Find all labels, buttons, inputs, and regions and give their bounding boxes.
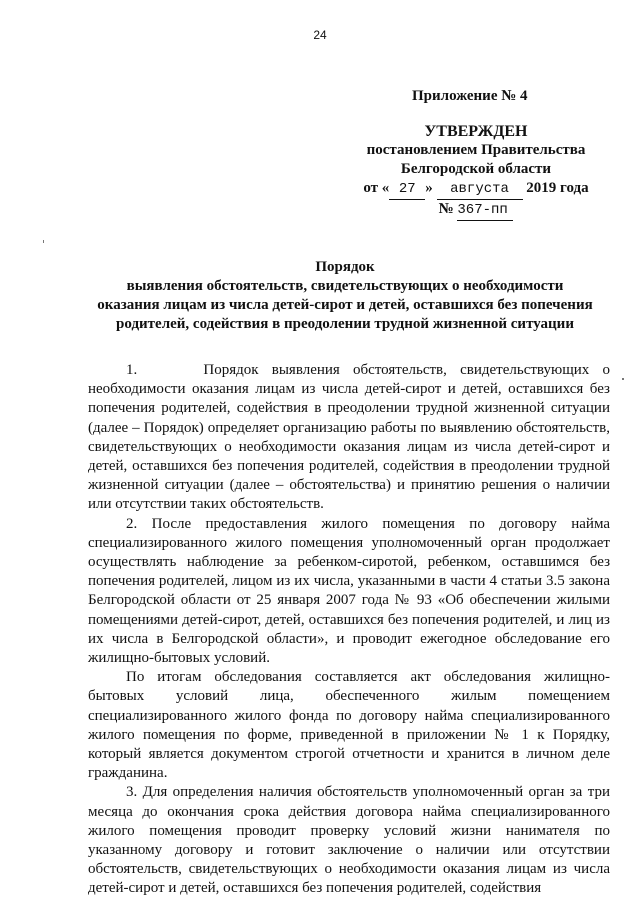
document-title [60,258,630,334]
approval-block [330,122,622,221]
date-mid: » [425,180,433,196]
approval-title: УТВЕРЖДЕН [424,123,528,140]
paragraph-4: 3. Для определения наличия обстоятельств уполномоченный орган за три месяца до окончания срока действия договора найма специализированного жилого помещения проводит проверку условий жизни нанимателя по указанному договору и готовит заключение о наличии или отсутствии обстоятельств, свидетельствующих о необходимости оказания лицам из числа детей-сирот и детей, оставшихся без попечения родителей, содействия [88,784,610,897]
document-title-line-4: родителей, содействия в преодолении трудной жизненной ситуации [116,316,574,332]
document-title-line-3: оказания лицам из числа детей-сирот и детей, оставшихся без попечения [97,297,593,313]
scan-speck [622,378,624,380]
approval-date [330,179,622,200]
date-year: 2019 года [526,180,589,196]
scan-speck [43,240,44,243]
paragraph-2: 2. После предоставления жилого помещения по договору найма специализированного жилого помещения уполномоченный орган продолжает осуществлять наблюдение за ребенком-сиротой, ребенком, оставшимся без попечения родителей, лицом из их числа, указанными в части 4 статьи 3.5 закона Белгородской области от 25 января 2007 года № 93 «Об обеспечении жилыми помещениями детей-сирот, детей, оставшихся без попечения родителей, и лиц из их числа в Белгородской области», и проводит ежегодное обследование его жилищно-бытовых условий. [88,515,610,667]
approval-line-1: постановлением Правительства [366,142,586,158]
number-prefix: № [438,201,454,217]
approval-line-2: Белгородской области [400,161,552,177]
appendix-label: Приложение № 4 [412,88,528,104]
paragraph-3: По итогам обследования составляется акт обследования жилищно-бытовых условий лица, обеспеченного жилым помещением специализированного жилого фонда по договору найма специализированного жилого помещения по форме, приведенной в приложении № 1 к Порядку, который является документом строгой отчетности и хранится в личном деле гражданина. [88,669,610,782]
approval-number [330,200,622,221]
document-body [88,361,610,899]
paragraph-1: 1. Порядок выявления обстоятельств, свидетельствующих о необходимости оказания лицам из числа детей-сирот и детей, оставшихся без попечения родителей, содействия в преодолении трудной жизненной ситуации (далее – Порядок) определяет организацию работы по выявлению обстоятельств, свидетельствующих о необходимости оказания лицам из числа детей-сирот и детей, оставшихся без попечения родителей, содействия в преодолении трудной жизненной ситуации (далее – обстоятельства) и принятию решения о наличии или отсутствии таких обстоятельств. [88,362,610,513]
number-handwritten: 367-пп [457,201,513,221]
date-month-handwritten: августа [437,180,523,200]
date-prefix: от « [363,180,390,196]
document-title-line-2: выявления обстоятельств, свидетельствующих о необходимости [126,278,564,294]
document-title-line-1: Порядок [315,259,375,275]
page-number: 24 [313,28,327,42]
date-day-handwritten: 27 [389,180,425,200]
